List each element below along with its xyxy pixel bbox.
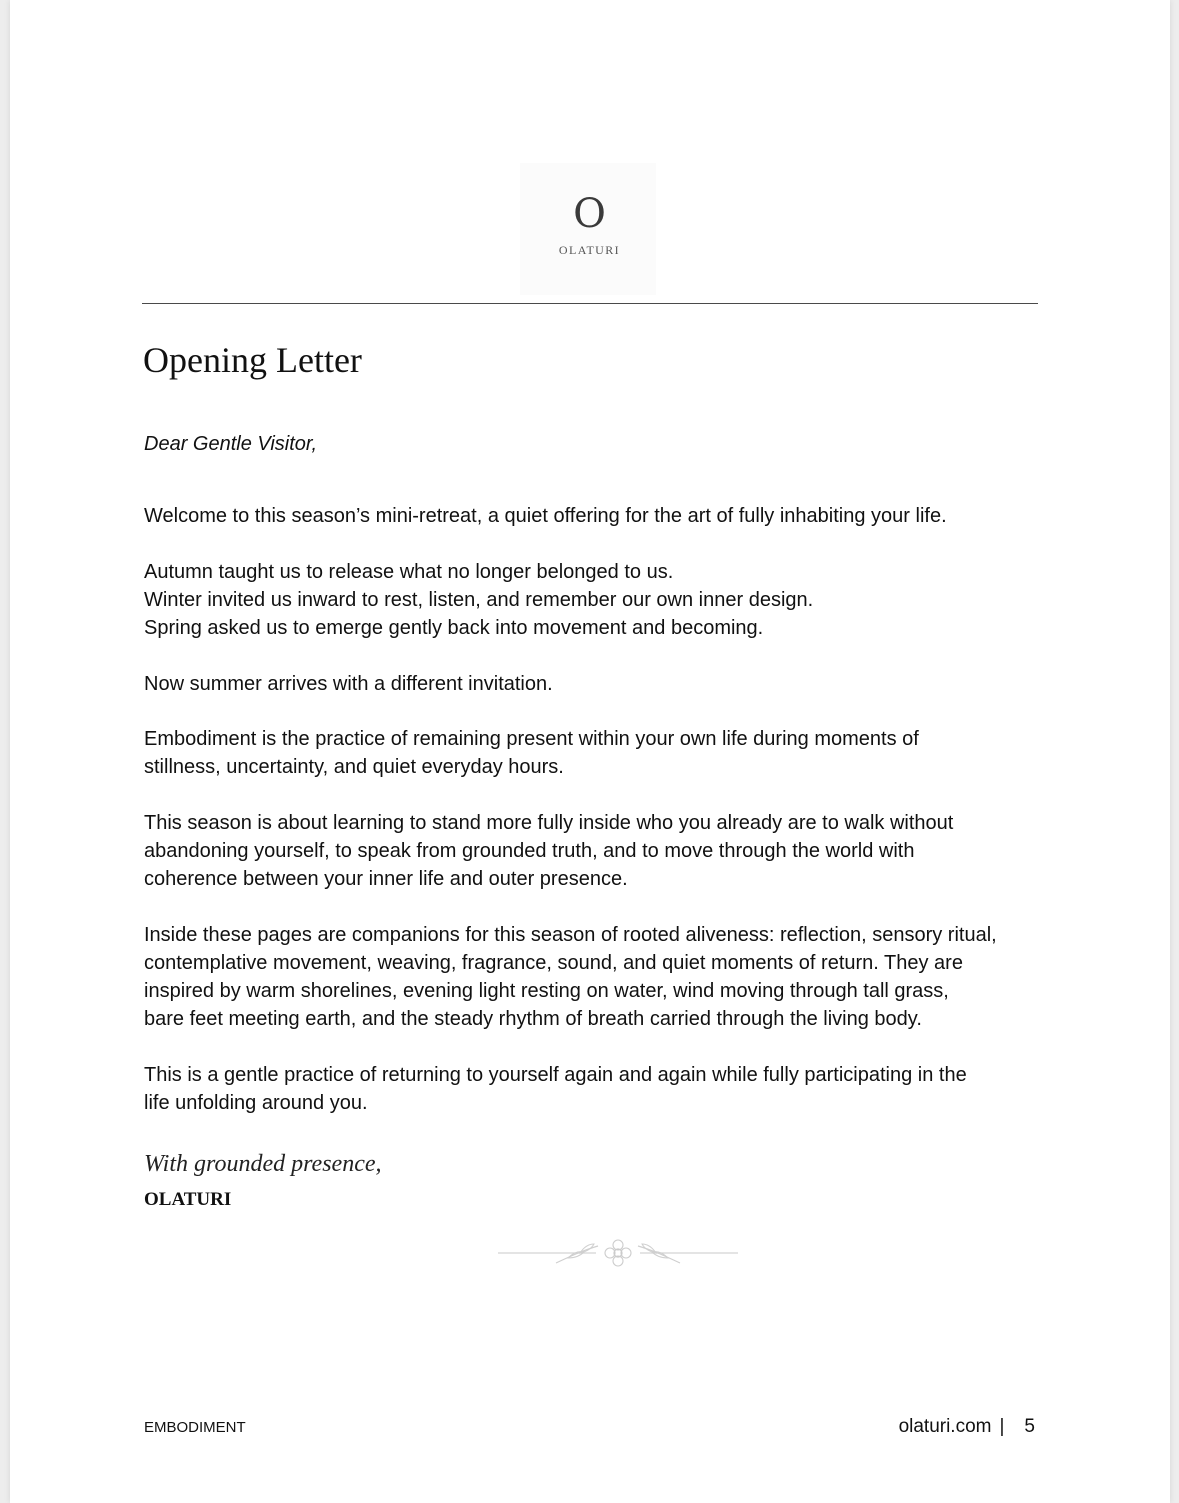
paragraph-line: bare feet meeting earth, and the steady rhythm of breath carried through the living body. bbox=[144, 1007, 922, 1030]
paragraph-line: contemplative movement, weaving, fragrance, sound, and quiet moments of return. They are bbox=[144, 951, 963, 974]
paragraph-line: This is a gentle practice of returning to yourself again and again while fully participating in the bbox=[144, 1063, 967, 1086]
paragraph-line: life unfolding around you. bbox=[144, 1091, 368, 1114]
paragraph-line: Spring asked us to emerge gently back into movement and becoming. bbox=[144, 616, 764, 639]
page-number: 5 bbox=[1024, 1416, 1035, 1437]
paragraph bbox=[144, 921, 1044, 1033]
paragraph-line: coherence between your inner life and outer presence. bbox=[144, 868, 628, 891]
floral-divider-icon bbox=[496, 1236, 740, 1270]
logo-wordmark: OLATURI bbox=[558, 243, 621, 257]
paragraph-line: inspired by warm shorelines, evening light resting on water, wind moving through tall grass, bbox=[144, 979, 949, 1002]
paragraph bbox=[144, 725, 1044, 781]
paragraph-line: abandoning yourself, to speak from grounded truth, and to move through the world with bbox=[144, 840, 915, 863]
logo-letter: O bbox=[573, 191, 606, 237]
paragraph bbox=[144, 502, 1044, 530]
page-title: Opening Letter bbox=[143, 340, 362, 380]
paragraph-line: Autumn taught us to release what no longer belonged to us. bbox=[144, 560, 674, 583]
footer-site-link[interactable]: olaturi.com bbox=[898, 1416, 992, 1437]
salutation: Dear Gentle Visitor, bbox=[144, 433, 318, 455]
paragraph-line: Embodiment is the practice of remaining present within your own life during moments of bbox=[144, 728, 919, 751]
paragraph bbox=[144, 1061, 1044, 1117]
footer-right bbox=[899, 1414, 1035, 1440]
paragraph bbox=[144, 670, 1044, 698]
paragraph-line: Inside these pages are companions for this season of rooted aliveness: reflection, sensory ritual, bbox=[144, 923, 997, 946]
paragraph-line: stillness, uncertainty, and quiet everyday hours. bbox=[144, 756, 564, 779]
header-divider bbox=[142, 303, 1038, 304]
paragraph-line: This season is about learning to stand more fully inside who you already are to walk without bbox=[144, 812, 954, 835]
letter-body bbox=[144, 502, 1044, 1145]
footer-section-label: EMBODIMENT bbox=[144, 1419, 246, 1436]
paragraph-line: Welcome to this season’s mini-retreat, a quiet offering for the art of fully inhabiting your life. bbox=[144, 505, 947, 527]
paragraph-line: Winter invited us inward to rest, listen, and remember our own inner design. bbox=[144, 588, 814, 611]
closing-line: With grounded presence, bbox=[144, 1151, 382, 1177]
footer-separator: | bbox=[999, 1416, 1005, 1437]
signature: OLATURI bbox=[144, 1189, 232, 1210]
paragraph bbox=[144, 809, 1044, 893]
paragraph-line: Now summer arrives with a different invitation. bbox=[144, 672, 553, 695]
paragraph bbox=[144, 558, 1044, 642]
